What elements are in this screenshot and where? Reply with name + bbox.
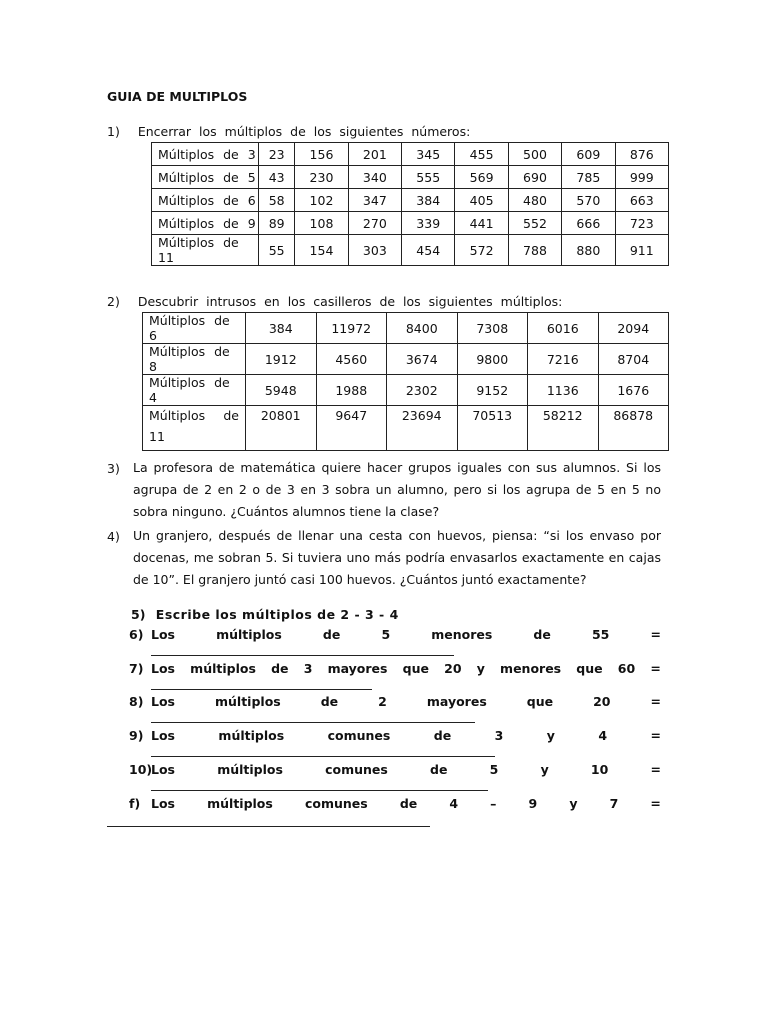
table-cell: 55 [259,235,295,266]
table-cell: 690 [508,166,561,189]
statement-word: y [540,762,549,777]
table-cell: 303 [348,235,401,266]
statement-word: mayores [426,694,487,709]
table-cell: 999 [615,166,668,189]
statement-word: Los [151,627,175,642]
table-cell: 384 [402,189,455,212]
table-row [152,235,669,266]
statement-word: = [650,694,661,709]
table-cell: 455 [455,143,508,166]
statement-word: Los [151,661,175,676]
table-cell: 663 [615,189,668,212]
table-cell: 8704 [598,344,669,375]
statement-word: 20 [444,661,462,676]
statement-word: múltiplos [215,694,281,709]
table-cell: 1676 [598,375,669,406]
table-cell: 785 [562,166,615,189]
exercise-statement [151,796,661,811]
intrusos-table [142,312,669,451]
statement-word: 60 [617,661,636,676]
statement-word: 4 [449,796,459,811]
statement-word: – [490,796,497,811]
statement-word: 5 [489,762,499,777]
statement-word: múltiplos [218,728,285,743]
statement-word: múltiplos [190,661,256,676]
statement-word: Los [151,762,175,777]
table-cell: 1136 [528,375,599,406]
statement-word: menores [431,627,493,642]
statement-word: de [320,694,339,709]
statement-word: que [402,661,429,676]
statement-word: de [433,728,452,743]
statement-word: 9 [528,796,538,811]
table-cell: 788 [508,235,561,266]
page-title: GUIA DE MULTIPLOS [107,89,248,104]
table-row [152,143,669,166]
table-row [143,406,669,451]
question-1 [107,124,470,139]
table-cell: 201 [348,143,401,166]
question-5-text: Escribe los múltiplos de 2 - 3 - 4 [155,607,399,622]
table-cell: 43 [259,166,295,189]
statement-word: 2 [378,694,387,709]
table-cell: 500 [508,143,561,166]
table-cell: 340 [348,166,401,189]
table-cell: 876 [615,143,668,166]
question-5-number: 5) [131,607,146,622]
exercise-number: 9) [129,728,144,743]
table-cell: 11972 [316,313,387,344]
exercise-statement [151,762,661,777]
table-cell: 7216 [528,344,599,375]
question-2 [107,294,562,309]
statement-word: = [650,762,661,777]
statement-word: de [322,627,341,642]
statement-word: que [526,694,554,709]
question-1-text: Encerrar los múltiplos de los siguientes números: [137,124,471,139]
table-cell: 70513 [457,406,528,451]
table-cell: 480 [508,189,561,212]
row-label-part: Múltiplos [149,408,206,423]
table-cell: 156 [295,143,348,166]
table-cell: 23694 [387,406,458,451]
statement-word: de [430,762,448,777]
table-cell: 405 [455,189,508,212]
table-cell: 102 [295,189,348,212]
table-row [152,166,669,189]
statement-word: de [533,627,551,642]
statement-word: 5 [381,627,391,642]
statement-word: 4 [598,728,608,743]
table-cell: 9152 [457,375,528,406]
table-cell: 723 [615,212,668,235]
table-cell: 7308 [457,313,528,344]
row-label: Múltiplos de 8 [143,344,246,375]
statement-word: 20 [593,694,611,709]
table-cell: 911 [615,235,668,266]
exercise-number: f) [129,796,141,811]
row-label: Múltiplos de 6 [152,189,259,212]
question-1-number: 1) [107,124,120,139]
statement-word: = [650,796,661,811]
exercise-number: 6) [129,627,144,642]
statement-word: que [576,661,603,676]
statement-word: y [569,796,578,811]
table-cell: 9647 [316,406,387,451]
statement-word: comunes [304,796,368,811]
table-cell: 154 [295,235,348,266]
statement-word: de [271,661,289,676]
exercise-statement [151,661,661,676]
question-4-text: Un granjero, después de llenar una cesta con huevos, piensa: “si los envaso por docenas, me sobran 5. Si tuviera uno más podría envasarlos exactamente en cajas de 10”. El granjero juntó casi 100 huevos. ¿Cuántos juntó exactamente? [133,528,661,587]
statement-word: 3 [303,661,313,676]
table-cell: 3674 [387,344,458,375]
table-cell: 454 [402,235,455,266]
statement-word: = [650,627,661,642]
table-cell: 441 [455,212,508,235]
table-cell: 58212 [528,406,599,451]
table-row [143,344,669,375]
row-label-line [149,408,245,423]
question-2-text: Descubrir intrusos en los casilleros de los siguientes múltiplos: [137,294,563,309]
question-5 [131,607,399,622]
row-label: Múltiplos de 5 [152,166,259,189]
row-label-part: de [223,408,239,423]
table-cell: 230 [295,166,348,189]
table-cell: 6016 [528,313,599,344]
exercise-number: 8) [129,694,144,709]
statement-word: 7 [609,796,619,811]
statement-word: mayores [327,661,388,676]
row-label: Múltiplos de 4 [143,375,246,406]
table-cell: 89 [259,212,295,235]
table-cell: 108 [295,212,348,235]
table-cell: 347 [348,189,401,212]
statement-word: Los [151,796,175,811]
row-label: Múltiplos de 11 [152,235,259,266]
statement-word: 10 [590,762,609,777]
table-cell: 570 [562,189,615,212]
answer-line[interactable] [151,655,454,656]
table-cell: 86878 [598,406,669,451]
statement-word: múltiplos [216,627,282,642]
answer-line[interactable] [151,790,488,791]
table-cell: 8400 [387,313,458,344]
statement-word: 3 [494,728,504,743]
statement-word: comunes [325,762,388,777]
exercise-statement [151,627,661,642]
row-label: Múltiplos de 6 [143,313,246,344]
row-label-part: 11 [149,429,165,444]
answer-line[interactable] [151,689,372,690]
table-cell: 339 [402,212,455,235]
answer-line[interactable] [151,756,495,757]
table-row [152,212,669,235]
table-cell: 552 [508,212,561,235]
table-cell: 23 [259,143,295,166]
statement-word: menores [500,661,562,676]
statement-word: = [650,728,661,743]
table-cell: 1912 [246,344,317,375]
statement-word: = [650,661,661,676]
exercise-number: 7) [129,661,144,676]
row-label: Múltiplos de 9 [152,212,259,235]
table-row [143,375,669,406]
row-label: Múltiplos de 3 [152,143,259,166]
exercise-statement [151,694,661,709]
table-cell: 880 [562,235,615,266]
table-cell: 270 [348,212,401,235]
exercise-number: 10) [129,762,153,777]
table-row [143,313,669,344]
question-4-number: 4) [107,529,120,544]
table-cell: 345 [402,143,455,166]
table-cell: 2302 [387,375,458,406]
table-cell: 609 [562,143,615,166]
table-cell: 20801 [246,406,317,451]
statement-word: y [546,728,555,743]
answer-line[interactable] [107,826,430,827]
statement-word: Los [151,728,175,743]
question-2-number: 2) [107,294,120,309]
statement-word: Los [151,694,175,709]
table-cell: 58 [259,189,295,212]
table-cell: 569 [455,166,508,189]
table-cell: 4560 [316,344,387,375]
table-cell: 555 [402,166,455,189]
statement-word: comunes [327,728,391,743]
statement-word: múltiplos [217,762,283,777]
statement-word: de [399,796,418,811]
statement-word: y [476,661,485,676]
table-row [152,189,669,212]
row-label [143,406,246,451]
table-cell: 9800 [457,344,528,375]
statement-word: 55 [591,627,610,642]
table-cell: 5948 [246,375,317,406]
table-cell: 384 [246,313,317,344]
table-cell: 572 [455,235,508,266]
question-3-number: 3) [107,461,120,476]
table-cell: 1988 [316,375,387,406]
table-cell: 666 [562,212,615,235]
statement-word: múltiplos [207,796,273,811]
multiples-table-1 [151,142,669,266]
answer-line[interactable] [151,722,475,723]
question-3-text: La profesora de matemática quiere hacer grupos iguales con sus alumnos. Si los agrupa de 2 en 2 o de 3 en 3 sobra un alumno, pero si los agrupa de 5 en 5 no sobra ninguno. ¿Cuántos alumnos tiene la clase? [133,460,661,519]
exercise-statement [151,728,661,743]
table-cell: 2094 [598,313,669,344]
